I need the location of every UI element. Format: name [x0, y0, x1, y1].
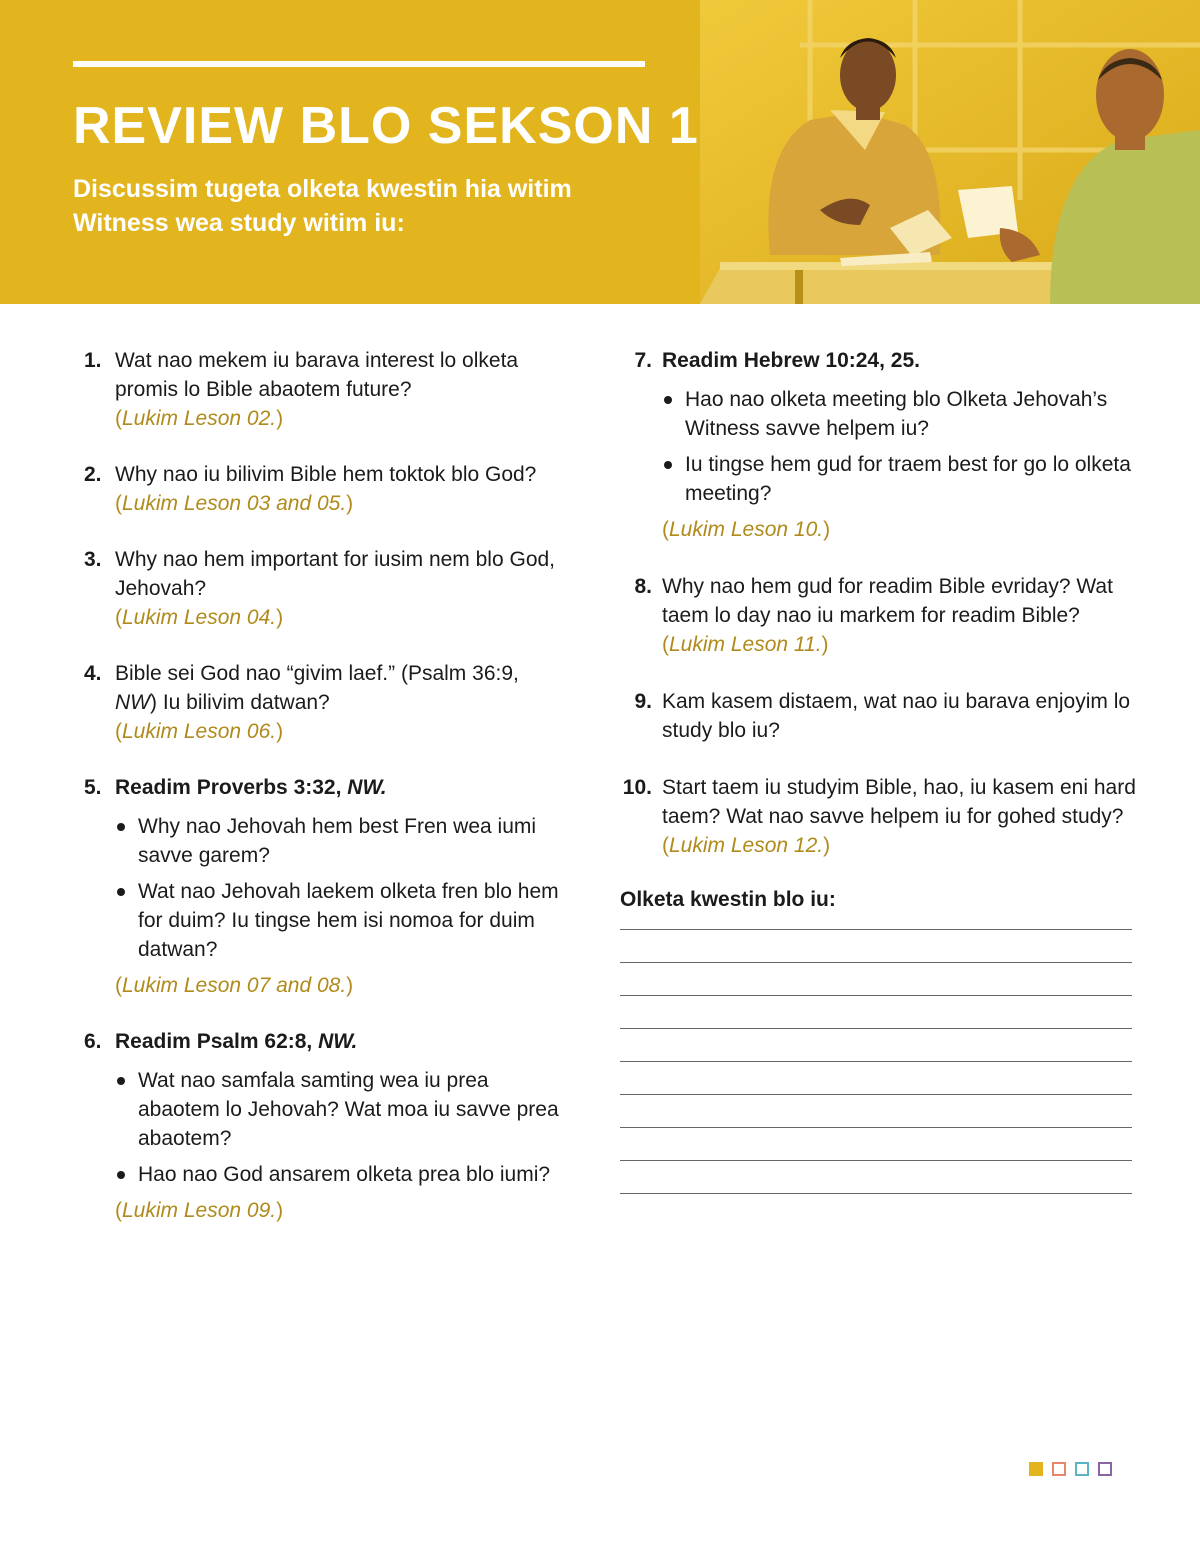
question-3 [80, 545, 560, 632]
question-1 [80, 346, 560, 433]
lesson-reference: (Lukim Leson 06.) [115, 720, 284, 743]
bullet-list [115, 812, 560, 964]
question-9 [618, 687, 1138, 745]
note-line[interactable] [620, 995, 1132, 996]
note-line[interactable] [620, 962, 1132, 963]
question-4 [80, 659, 560, 746]
note-line[interactable] [620, 1160, 1132, 1161]
list-item: Why nao Jehovah hem best Fren wea iumi savve garem? [115, 812, 560, 870]
notes-heading: Olketa kwestin blo iu: [620, 888, 836, 911]
question-6 [80, 1027, 560, 1225]
lesson-reference: (Lukim Leson 07 and 08.) [115, 974, 354, 997]
lesson-reference: (Lukim Leson 11.) [662, 633, 829, 656]
lesson-reference: (Lukim Leson 09.) [115, 1199, 284, 1222]
question-5 [80, 773, 560, 1000]
question-text: Why nao hem gud for readim Bible evriday? Wat taem lo day nao iu markem for readim Bible? [662, 575, 1113, 627]
header-rule [73, 61, 645, 67]
note-line[interactable] [620, 1127, 1132, 1128]
question-number: 3. [84, 548, 102, 571]
question-number: 5. [84, 776, 102, 799]
question-2 [80, 460, 560, 518]
list-item: Hao nao olketa meeting blo Olketa Jehovah’s Witness savve helpem iu? [662, 385, 1138, 443]
lesson-reference: (Lukim Leson 02.) [115, 407, 284, 430]
questions-left-column [80, 346, 560, 1225]
note-line[interactable] [620, 1028, 1132, 1029]
list-item: Wat nao Jehovah laekem olketa fren blo hem for duim? Iu tingse hem isi nomoa for duim datwan? [115, 877, 560, 964]
lesson-reference: (Lukim Leson 04.) [115, 606, 284, 629]
list-item: Hao nao God ansarem olketa prea blo iumi? [115, 1160, 560, 1189]
lesson-reference: (Lukim Leson 12.) [662, 834, 831, 857]
note-line[interactable] [620, 1061, 1132, 1062]
question-number: 4. [84, 662, 102, 685]
question-text: Kam kasem distaem, wat nao iu barava enjoyim lo study blo iu? [662, 690, 1131, 742]
question-10 [618, 773, 1138, 860]
questions-right-column [618, 346, 1138, 1226]
page-subtitle: Discussim tugeta olketa kwestin hia witim Witness wea study witim iu: [73, 175, 572, 237]
question-number: 9. [634, 690, 652, 713]
notes-section [618, 888, 1138, 1194]
question-text: Bible sei God nao “givim laef.” (Psalm 36:9, NW) Iu bilivim datwan? [115, 662, 519, 714]
section-square-outline [1075, 1462, 1089, 1476]
question-number: 2. [84, 463, 102, 486]
list-item: Wat nao samfala samting wea iu prea abaotem lo Jehovah? Wat moa iu savve prea abaotem? [115, 1066, 560, 1153]
question-text: Start taem iu studyim Bible, hao, iu kasem eni hard taem? Wat nao savve helpem iu for gohed study? [662, 776, 1136, 828]
question-8 [618, 572, 1138, 659]
question-text: Why nao iu bilivim Bible hem toktok blo God? [115, 463, 537, 486]
note-line[interactable] [620, 929, 1132, 930]
bullet-list [115, 1066, 560, 1189]
section-square-outline [1052, 1462, 1066, 1476]
question-text: Readim Hebrew 10:24, 25. [662, 349, 920, 372]
note-line[interactable] [620, 1094, 1132, 1095]
page-title: REVIEW BLO SEKSON 1 [73, 97, 699, 155]
question-text: Why nao hem important for iusim nem blo God, Jehovah? [115, 548, 556, 600]
question-number: 1. [84, 349, 102, 372]
list-item: Iu tingse hem gud for traem best for go lo olketa meeting? [662, 450, 1138, 508]
question-number: 10. [622, 776, 652, 799]
header-banner [0, 0, 1200, 304]
section-indicator [1029, 1462, 1112, 1476]
section-square-outline [1098, 1462, 1112, 1476]
section-square-filled [1029, 1462, 1043, 1476]
question-number: 8. [634, 575, 652, 598]
lesson-reference: (Lukim Leson 03 and 05.) [115, 492, 354, 515]
note-line[interactable] [620, 1193, 1132, 1194]
question-text: Wat nao mekem iu barava interest lo olketa promis lo Bible abaotem future? [115, 349, 519, 401]
bullet-list [662, 385, 1138, 508]
question-text: Readim Proverbs 3:32, NW. [115, 776, 387, 799]
lesson-reference: (Lukim Leson 10.) [662, 518, 831, 541]
question-7 [618, 346, 1138, 544]
study-illustration [700, 0, 1200, 304]
question-number: 7. [634, 349, 652, 372]
question-text: Readim Psalm 62:8, NW. [115, 1030, 358, 1053]
question-number: 6. [84, 1030, 102, 1053]
